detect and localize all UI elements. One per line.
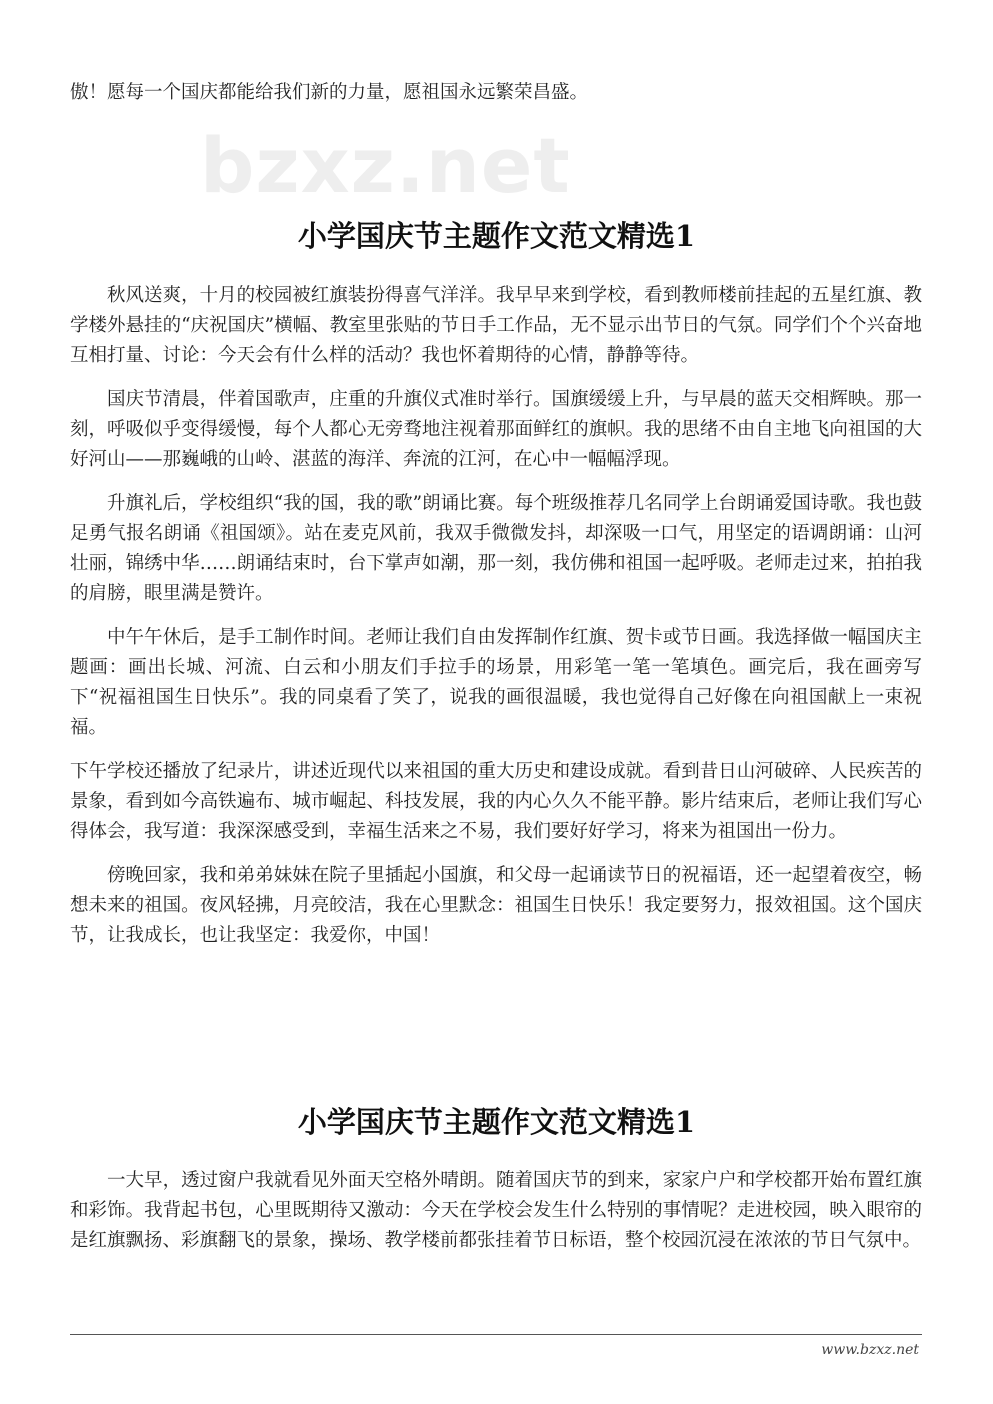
section-2-body: [70, 1166, 922, 1256]
section-1-body: [70, 281, 922, 951]
paragraph: 秋风送爽，十月的校园被红旗装扮得喜气洋洋。我早早来到学校，看到教师楼前挂起的五星红旗、教学楼外悬挂的“庆祝国庆”横幅、教室里张贴的节日手工作品，无不显示出节日的气氛。同学们个个兴奋地互相打量、讨论：今天会有什么样的活动？我也怀着期待的心情，静静等待。: [70, 285, 922, 366]
paragraph: 升旗礼后，学校组织“我的国，我的歌”朗诵比赛。每个班级推荐几名同学上台朗诵爱国诗歌。我也鼓足勇气报名朗诵《祖国颂》。站在麦克风前，我双手微微发抖，却深吸一口气，用坚定的语调朗诵：山河壮丽，锦绣中华……朗诵结束时，台下掌声如潮，那一刻，我仿佛和祖国一起呼吸。老师走过来，拍拍我的肩膀，眼里满是赞许。: [70, 493, 922, 604]
watermark-text: bzxz.net: [200, 121, 571, 210]
paragraph: 中午午休后，是手工制作时间。老师让我们自由发挥制作红旗、贺卡或节日画。我选择做一幅国庆主题画：画出长城、河流、白云和小朋友们手拉手的场景，用彩笔一笔一笔填色。画完后，我在画旁写下“祝福祖国生日快乐”。我的同桌看了笑了，说我的画很温暖，我也觉得自己好像在向祖国献上一束祝福。: [70, 627, 922, 738]
section-title-1: 小学国庆节主题作文范文精选1: [297, 219, 696, 253]
intro-line: 傲！愿每一个国庆都能给我们新的力量，愿祖国永远繁荣昌盛。: [70, 82, 589, 103]
paragraph: 下午学校还播放了纪录片，讲述近现代以来祖国的重大历史和建设成就。看到昔日山河破碎、人民疾苦的景象，看到如今高铁遍布、城市崛起、科技发展，我的内心久久不能平静。影片结束后，老师让我们写心得体会，我写道：我深深感受到，幸福生活来之不易，我们要好好学习，将来为祖国出一份力。: [70, 761, 922, 842]
intro-block: [70, 78, 922, 108]
paragraph: 国庆节清晨，伴着国歌声，庄重的升旗仪式准时举行。国旗缓缓上升，与早晨的蓝天交相辉映。那一刻，呼吸似乎变得缓慢，每个人都心无旁骛地注视着那面鲜红的旗帜。我的思绪不由自主地飞向祖国的大好河山——那巍峨的山岭、湛蓝的海洋、奔流的江河，在心中一幅幅浮现。: [70, 389, 922, 470]
footer-divider: [70, 1334, 922, 1335]
footer-url: www.bzxz.net: [821, 1342, 919, 1358]
section-title-2: 小学国庆节主题作文范文精选1: [297, 1105, 696, 1139]
paragraph: 一大早，透过窗户我就看见外面天空格外晴朗。随着国庆节的到来，家家户户和学校都开始布置红旗和彩饰。我背起书包，心里既期待又激动：今天在学校会发生什么特别的事情呢？走进校园，映入眼帘的是红旗飘扬、彩旗翻飞的景象，操场、教学楼前都张挂着节日标语，整个校园沉浸在浓浓的节日气氛中。: [70, 1170, 922, 1251]
paragraph: 傍晚回家，我和弟弟妹妹在院子里插起小国旗，和父母一起诵读节日的祝福语，还一起望着夜空，畅想未来的祖国。夜风轻拂，月亮皎洁，我在心里默念：祖国生日快乐！我定要努力，报效祖国。这个国庆节，让我成长，也让我坚定：我爱你，中国！: [70, 865, 922, 946]
